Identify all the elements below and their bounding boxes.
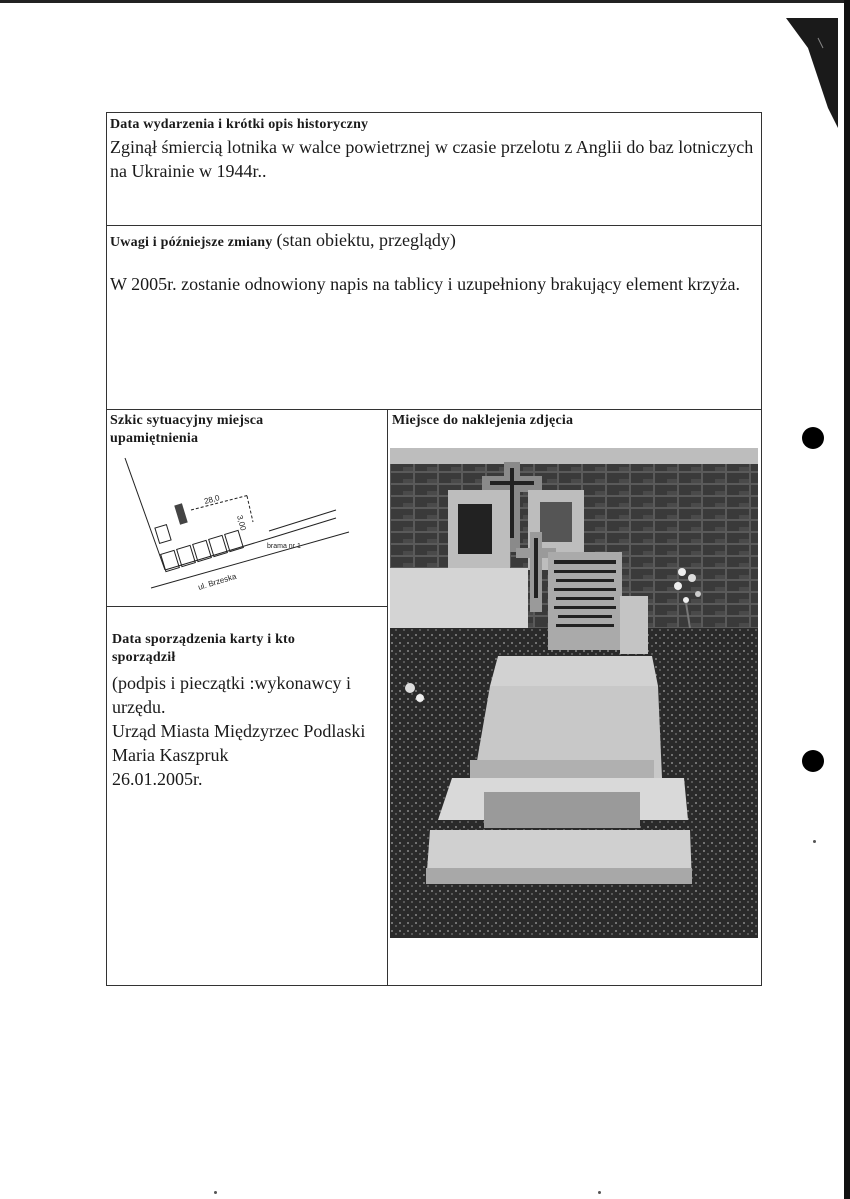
event-section	[107, 113, 761, 226]
sketch-fence-line	[165, 538, 271, 570]
photo-sky	[390, 448, 758, 464]
prepared-line: (podpis i pieczątki :wykonawcy i urzędu.	[112, 673, 351, 717]
sketch-street-label: ul. Brzeska	[196, 571, 238, 592]
sketch-gate-label: brama nr 1	[267, 543, 301, 550]
sketch-dimension-line	[191, 495, 249, 510]
prepared-label: Data sporządzenia karty i kto sporządził	[112, 632, 296, 665]
photo-left-slab	[390, 568, 528, 628]
sketch-section	[107, 410, 388, 607]
sketch-street-line	[151, 532, 349, 588]
scan-right-edge	[844, 0, 850, 1199]
scan-corner-mark	[778, 18, 838, 128]
scan-speck	[214, 1191, 217, 1194]
event-label: Data wydarzenia i krótki opis historyczny	[110, 117, 369, 132]
punch-hole-upper	[802, 427, 824, 449]
scan-speck	[813, 840, 816, 843]
prepared-line: Maria Kaszpruk	[112, 745, 229, 765]
prepared-line: Urząd Miasta Międzyrzec Podlaski	[112, 721, 366, 741]
photo-inscription-plaque	[548, 552, 622, 650]
memorial-record-form	[106, 112, 762, 986]
prepared-line: 26.01.2005r.	[112, 769, 203, 789]
photo-slab-rim	[490, 656, 658, 686]
remarks-section	[107, 226, 761, 410]
prepared-section	[107, 607, 388, 985]
remarks-heading	[110, 230, 456, 252]
sketch-marked-grave	[174, 503, 187, 524]
sketch-graves	[155, 525, 243, 572]
grave-photo	[390, 448, 758, 938]
punch-hole-lower	[802, 750, 824, 772]
remarks-text: W 2005r. zostanie odnowiony napis na tablicy i uzupełniony brakujący element krzyża.	[110, 274, 740, 294]
sketch-dimension-label-2: 3,00	[235, 514, 248, 532]
sketch-fence-line-2	[271, 518, 336, 538]
sketch-boundary-line	[125, 458, 165, 570]
prepared-lines	[112, 671, 382, 791]
photo-section	[388, 410, 761, 985]
photo-label: Miejsce do naklejenia zdjęcia	[392, 413, 574, 428]
event-text: Zginął śmiercią lotnika w walce powietrznej w czasie przelotu z Anglii do baz lotniczych na Ukrainie w 1944r..	[110, 137, 754, 181]
sketch-label: Szkic sytuacyjny miejsca upamiętnienia	[110, 413, 264, 446]
remarks-label-suffix: (stan obiektu, przeglądy)	[276, 230, 456, 250]
scan-speck	[598, 1191, 601, 1194]
sketch-dimension-label-1: 28,0	[203, 493, 221, 506]
remarks-label: Uwagi i późniejsze zmiany	[110, 235, 273, 250]
scan-top-edge	[0, 0, 850, 3]
situation-sketch	[121, 452, 361, 602]
sketch-dimension-line-2	[247, 496, 253, 522]
